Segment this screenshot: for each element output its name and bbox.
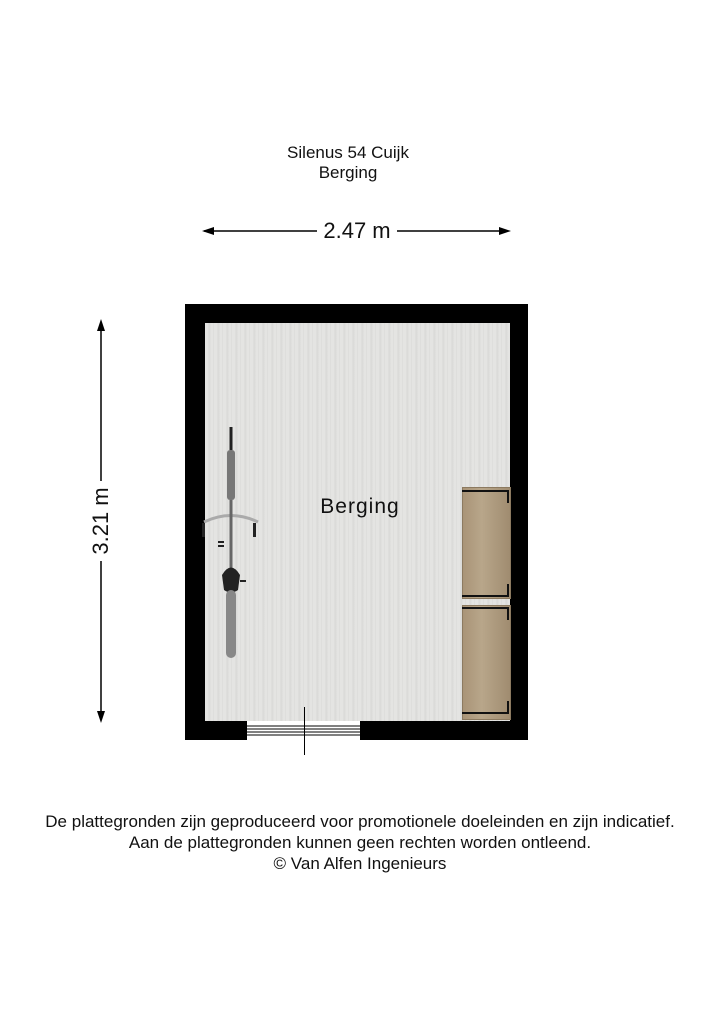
copyright: © Van Alfen Ingenieurs bbox=[273, 854, 447, 873]
wall-right bbox=[510, 304, 528, 740]
cabinet-handles bbox=[460, 485, 512, 720]
bicycle-icon bbox=[200, 425, 262, 660]
room-label-berging: Berging bbox=[320, 495, 400, 518]
height-dimension-label: 3.21 m bbox=[88, 481, 113, 560]
width-dimension-label: 2.47 m bbox=[317, 218, 396, 243]
address-title: Silenus 54 Cuijk bbox=[287, 143, 409, 162]
wall-bottom-left bbox=[185, 721, 247, 740]
wall-top bbox=[185, 304, 528, 323]
disclaimer-line-2: Aan de plattegronden kunnen geen rechten worden ontleend. bbox=[128, 833, 592, 852]
wall-bottom-right bbox=[360, 721, 528, 740]
floor-name: Berging bbox=[318, 163, 378, 182]
disclaimer-line-1: De plattegronden zijn geproduceerd voor promotionele doeleinden en zijn indicatief. bbox=[45, 812, 675, 831]
door-line bbox=[304, 707, 305, 755]
